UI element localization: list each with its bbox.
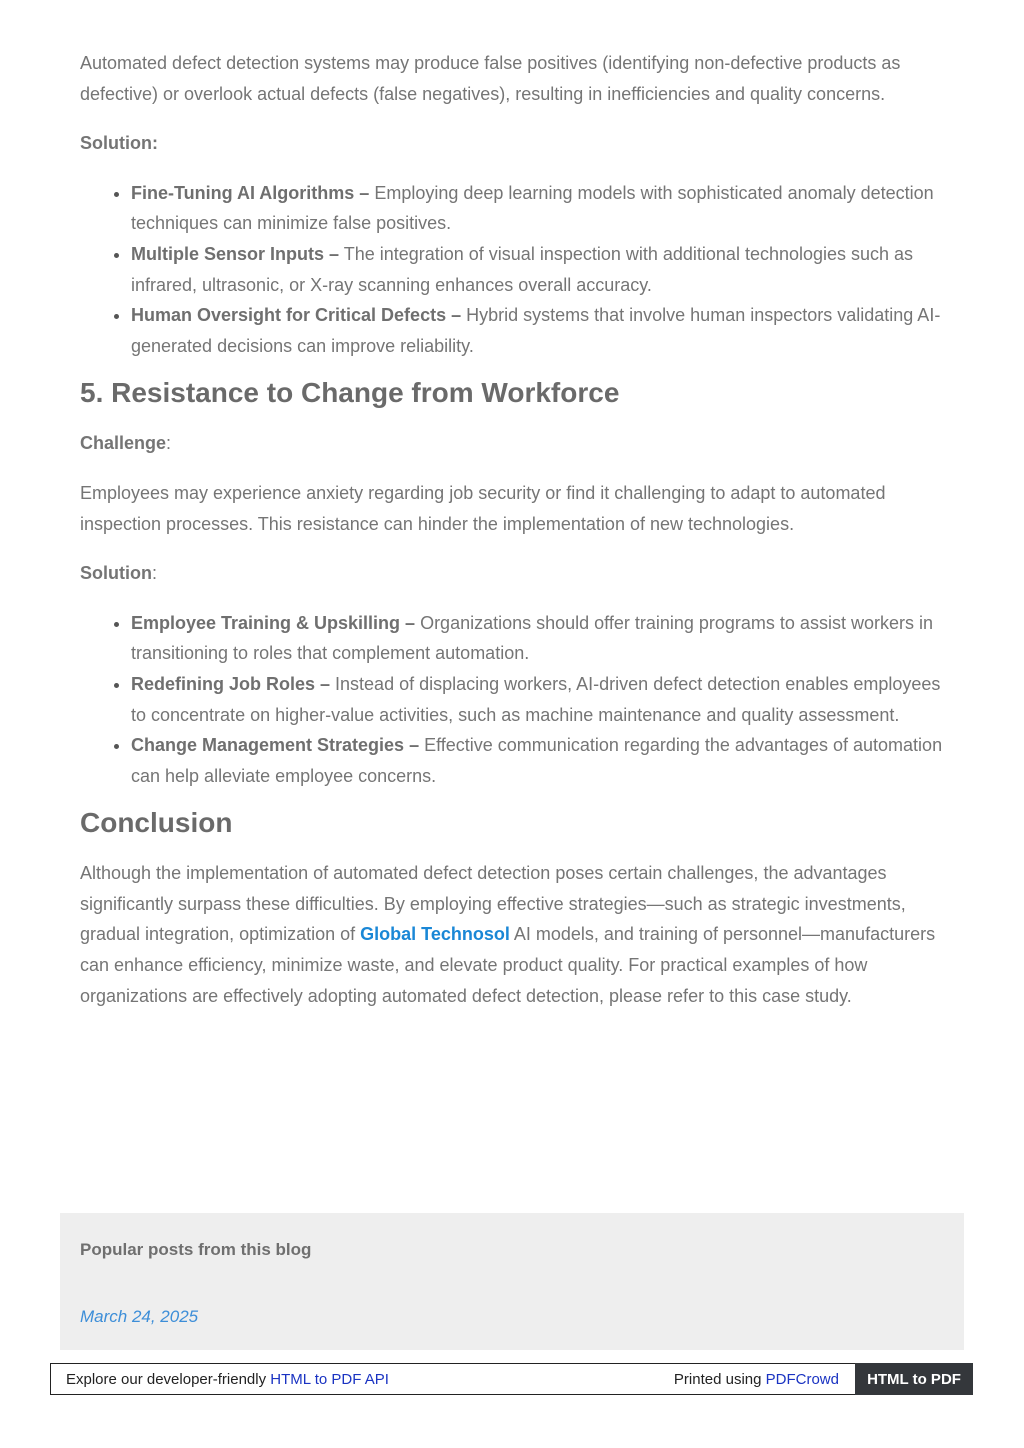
item-text: Hybrid systems that involve human inspectors validating AI-generated decisions can improve reliability. [131, 305, 941, 356]
challenge-label-text: Challenge [80, 433, 167, 454]
global-technosol-link[interactable]: Global Technosol [360, 924, 510, 945]
conclusion-heading: Conclusion [80, 807, 233, 839]
solution-list [80, 178, 946, 362]
post-date: March 24, 2025 [80, 1307, 199, 1326]
footer-mid [674, 1371, 839, 1388]
challenge-label: Challenge: [80, 433, 172, 454]
pdfcrowd-footer [50, 1363, 973, 1395]
item-term: Employee Training & Upskilling – [131, 612, 416, 633]
article-body [80, 48, 946, 1030]
conclusion-paragraph [80, 858, 946, 1011]
footer-left [66, 1371, 389, 1388]
popular-posts-section [60, 1213, 964, 1350]
item-term: Redefining Job Roles – [131, 673, 331, 694]
challenge-paragraph: Employees may experience anxiety regarding job security or find it challenging to adapt to automated inspection processes. This resistance can hinder the implementation of new technologies. [80, 482, 886, 534]
html-to-pdf-button[interactable]: HTML to PDF [855, 1363, 973, 1395]
item-text: Instead of displacing workers, AI-driven defect detection enables employees to concentrate on higher-value activities, such as machine maintenance and quality assessment. [131, 673, 941, 725]
html-to-pdf-api-link[interactable]: HTML to PDF API [270, 1371, 389, 1388]
footer-mid-text: Printed using [673, 1371, 766, 1388]
pdfcrowd-link[interactable]: PDFCrowd [765, 1371, 839, 1388]
list-item [131, 730, 946, 791]
list-item [131, 300, 946, 361]
solution-label: Solution: [80, 563, 157, 584]
item-text: Organizations should offer training programs to assist workers in transitioning to roles that complement automation. [131, 612, 933, 664]
conclusion-text: Although the implementation of automated defect detection poses certain challenges, the advantages significantly surpass these difficulties. By employing effective strategies—such as strategic investments, gradual integration, optimization of [80, 863, 906, 945]
item-text: Effective communication regarding the advantages of automation can help alleviate employee concerns. [131, 735, 943, 786]
popular-posts-title: Popular posts from this blog [80, 1240, 312, 1259]
solution-label-text: Solution [80, 563, 152, 584]
solution-label: Solution: [80, 133, 158, 154]
item-term: Human Oversight for Critical Defects – [131, 305, 462, 326]
footer-left-text: Explore our developer-friendly [66, 1371, 271, 1388]
item-text: Employing deep learning models with sophisticated anomaly detection techniques can minimize false positives. [131, 182, 934, 234]
solution-list [80, 608, 946, 792]
list-item [131, 669, 946, 730]
list-item [131, 178, 946, 239]
item-term: Fine-Tuning AI Algorithms – [131, 182, 370, 203]
list-item [131, 239, 946, 300]
item-text: The integration of visual inspection with additional technologies such as infrared, ultrasonic, or X-ray scanning enhances overall accuracy. [131, 243, 914, 295]
item-term: Multiple Sensor Inputs – [131, 243, 340, 264]
intro-paragraph: Automated defect detection systems may produce false positives (identifying non-defective products as defective) or overlook actual defects (false negatives), resulting in inefficiencies and quality concerns. [80, 53, 901, 104]
section-heading: 5. Resistance to Change from Workforce [80, 377, 620, 409]
conclusion-text: AI models, and training of personnel—manufacturers can enhance efficiency, minimize waste, and elevate product quality. For practical examples of how organizations are effectively adopting automated defect detection, please refer to this case study. [80, 924, 936, 1006]
item-term: Change Management Strategies – [131, 735, 420, 756]
list-item [131, 608, 946, 669]
